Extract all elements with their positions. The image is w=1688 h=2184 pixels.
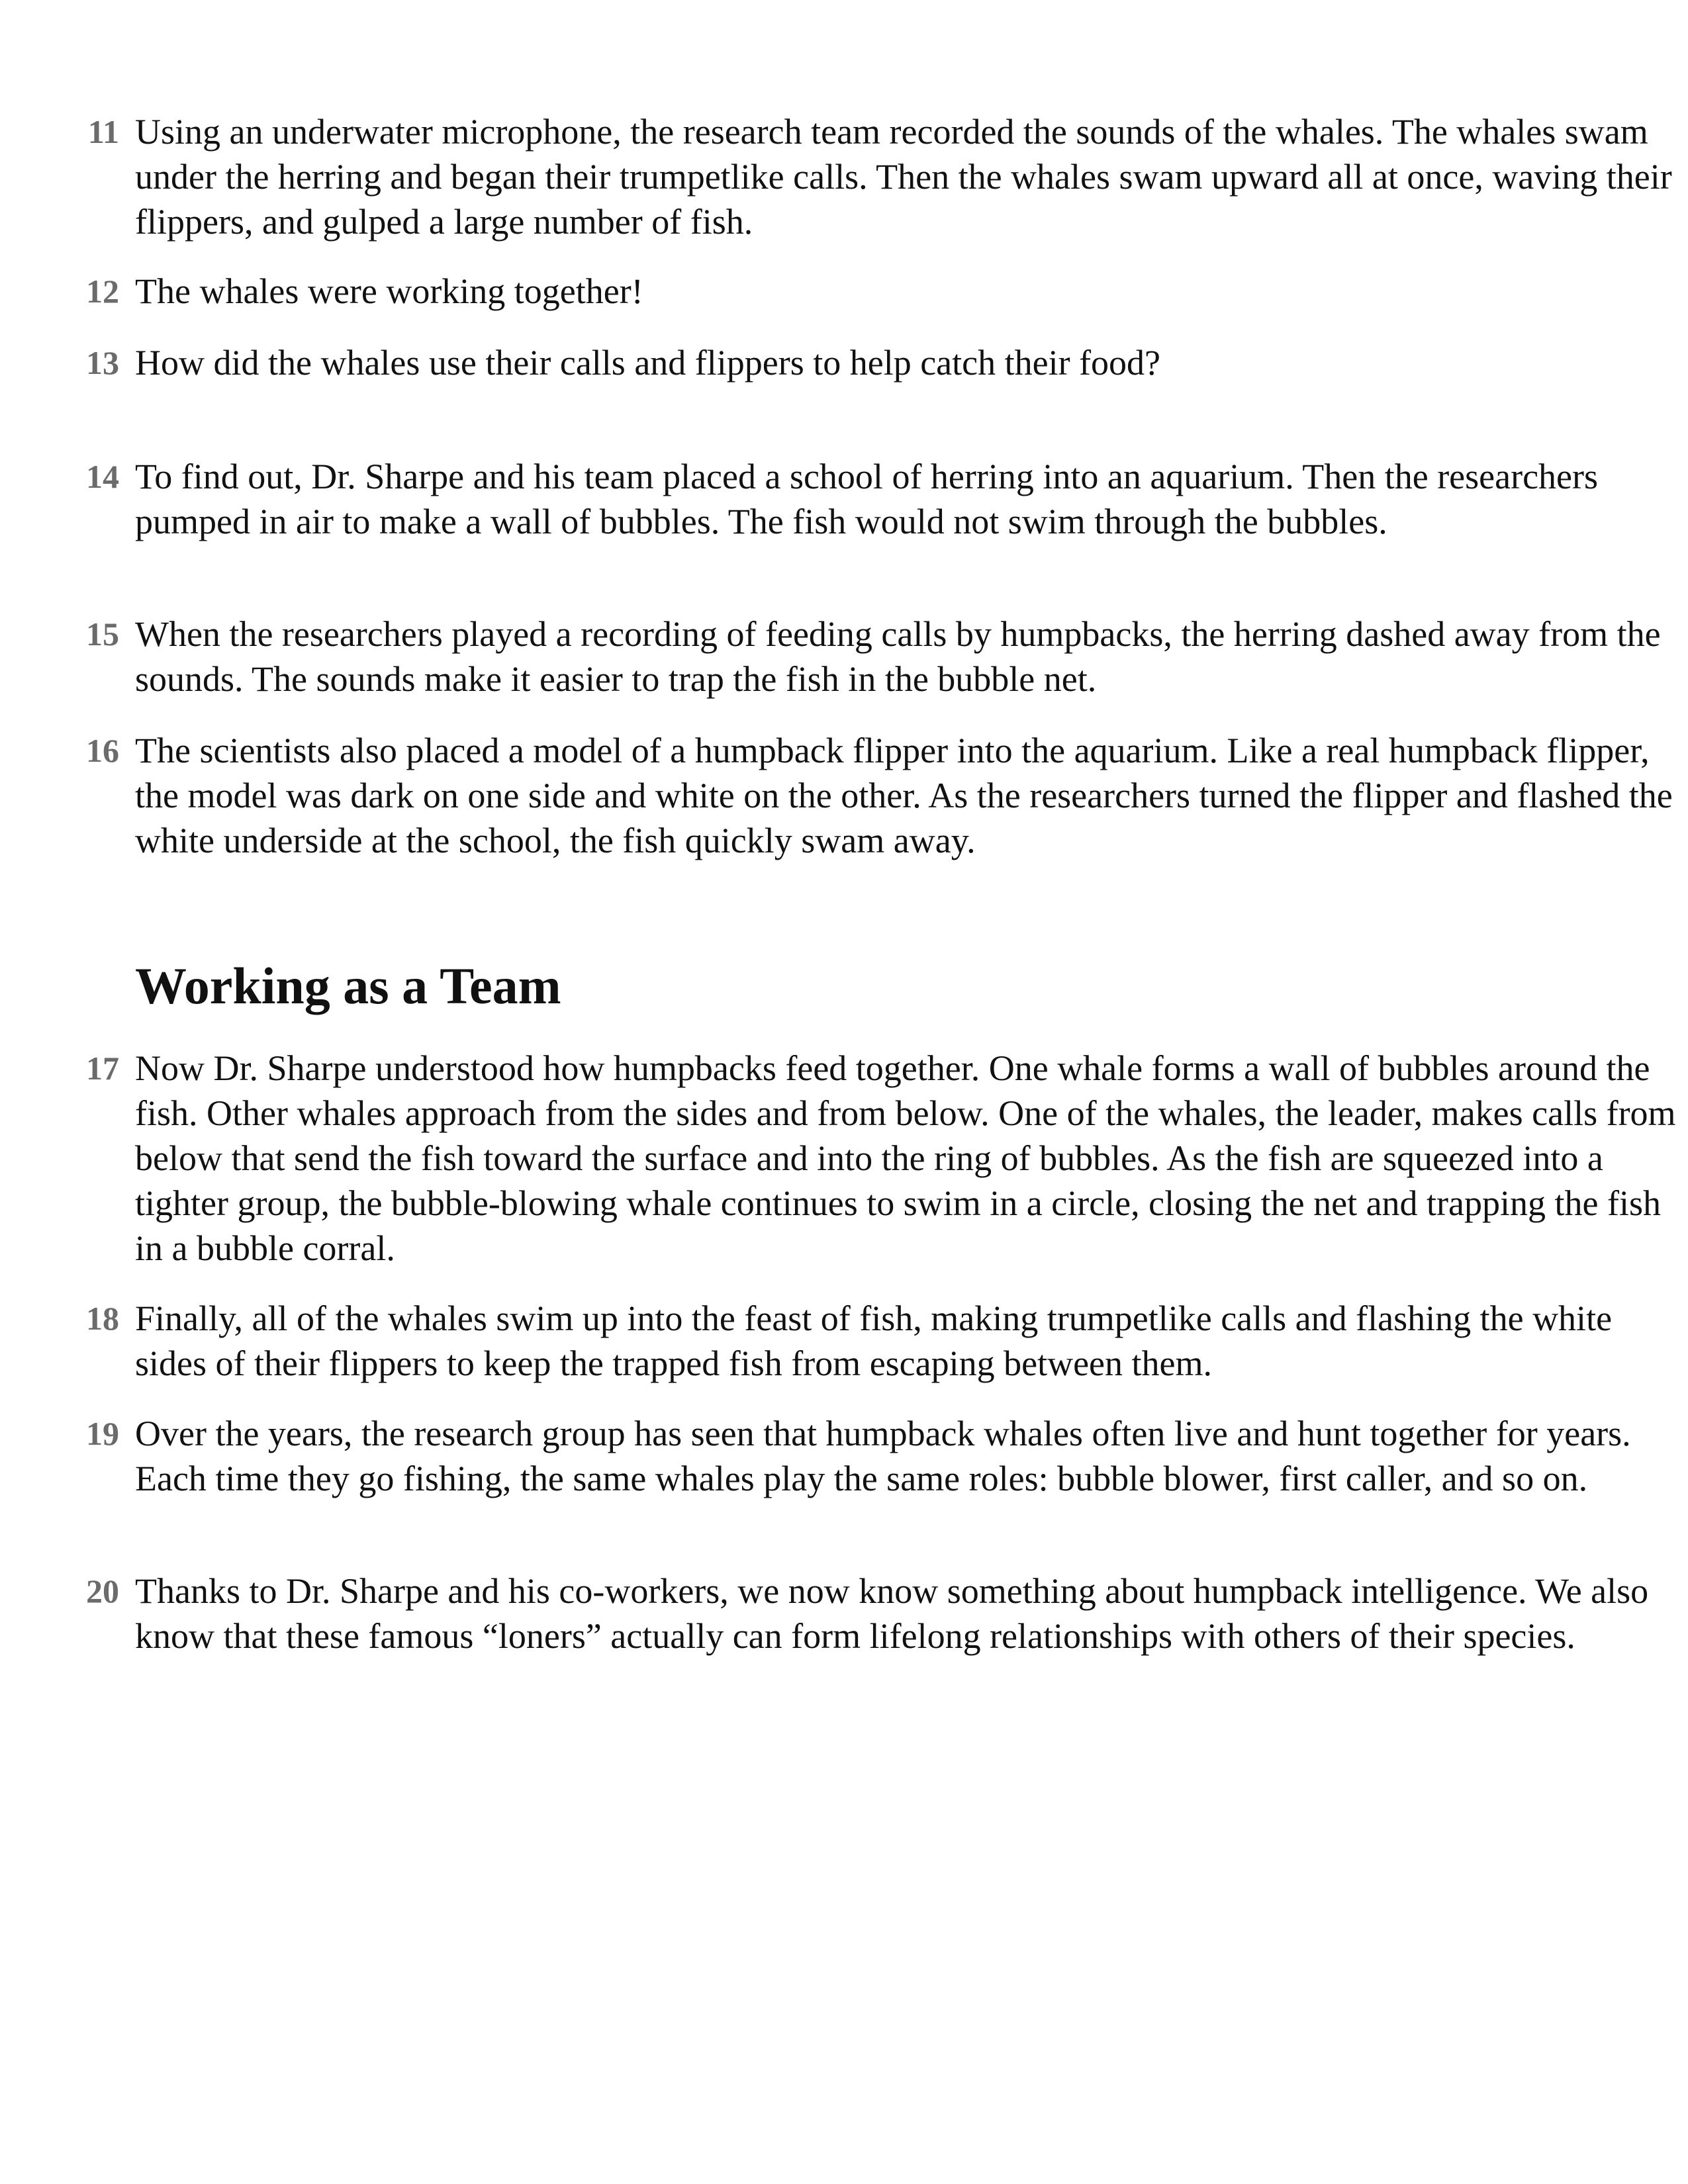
paragraph-text: How did the whales use their calls and flippers to help catch their food?	[135, 343, 1161, 383]
paragraph-text: To find out, Dr. Sharpe and his team placed a school of herring into an aquarium. Then the researchers pumped in air to make a wall of bubbles. The fish would not swim through the bubbles.	[135, 457, 1599, 541]
paragraph-number: 13	[86, 344, 119, 381]
paragraph-number: 14	[86, 458, 119, 495]
paragraph-number: 16	[86, 732, 119, 769]
paragraph-text: The scientists also placed a model of a humpback flipper into the aquarium. Like a real humpback flipper, the model was dark on one side and white on the other. As the researchers turned the flipper and flashed the white underside at the school, the fish quickly swam away.	[135, 731, 1673, 860]
paragraph-number: 20	[86, 1572, 119, 1610]
paragraph-text: Thanks to Dr. Sharpe and his co-workers, we now know something about humpback intelligence. We also know that these famous “loners” actually can form lifelong relationships with others of their species.	[135, 1571, 1649, 1656]
paragraph-text: Using an underwater microphone, the research team recorded the sounds of the whales. The whales swam under the herring and began their trumpetlike calls. Then the whales swam upward all at once, waving their flippers, and gulped a large number of fish.	[135, 112, 1672, 242]
paragraph-number: 18	[86, 1300, 119, 1337]
paragraph-text: Over the years, the research group has seen that humpback whales often live and hunt together for years. Each time they go fishing, the same whales play the same roles: bubble blower, first caller, and so on.	[135, 1414, 1631, 1498]
section-heading: Working as a Team	[135, 957, 561, 1015]
paragraph-number: 12	[86, 273, 119, 310]
paragraph-number: 19	[86, 1415, 119, 1452]
paragraph-text: Finally, all of the whales swim up into the feast of fish, making trumpetlike calls and flashing the white sides of their flippers to keep the trapped fish from escaping between them.	[135, 1298, 1613, 1383]
paragraph-text: The whales were working together!	[135, 271, 643, 311]
paragraph-number: 11	[87, 113, 119, 150]
paragraph-number: 17	[86, 1050, 119, 1087]
paragraph-text: Now Dr. Sharpe understood how humpbacks feed together. One whale forms a wall of bubbles around the fish. Other whales approach from the sides and from below. One of the whales, the leader, makes calls from below that send the fish toward the surface and into the ring of bubbles. As the fish are squeezed into a tighter group, the bubble-blowing whale continues to swim in a circle, closing the net and trapping the fish in a bubble corral.	[135, 1048, 1676, 1268]
paragraph-number: 15	[86, 615, 119, 653]
paragraph-text: When the researchers played a recording of feeding calls by humpbacks, the herring dashed away from the sounds. The sounds make it easier to trap the fish in the bubble net.	[135, 614, 1661, 699]
